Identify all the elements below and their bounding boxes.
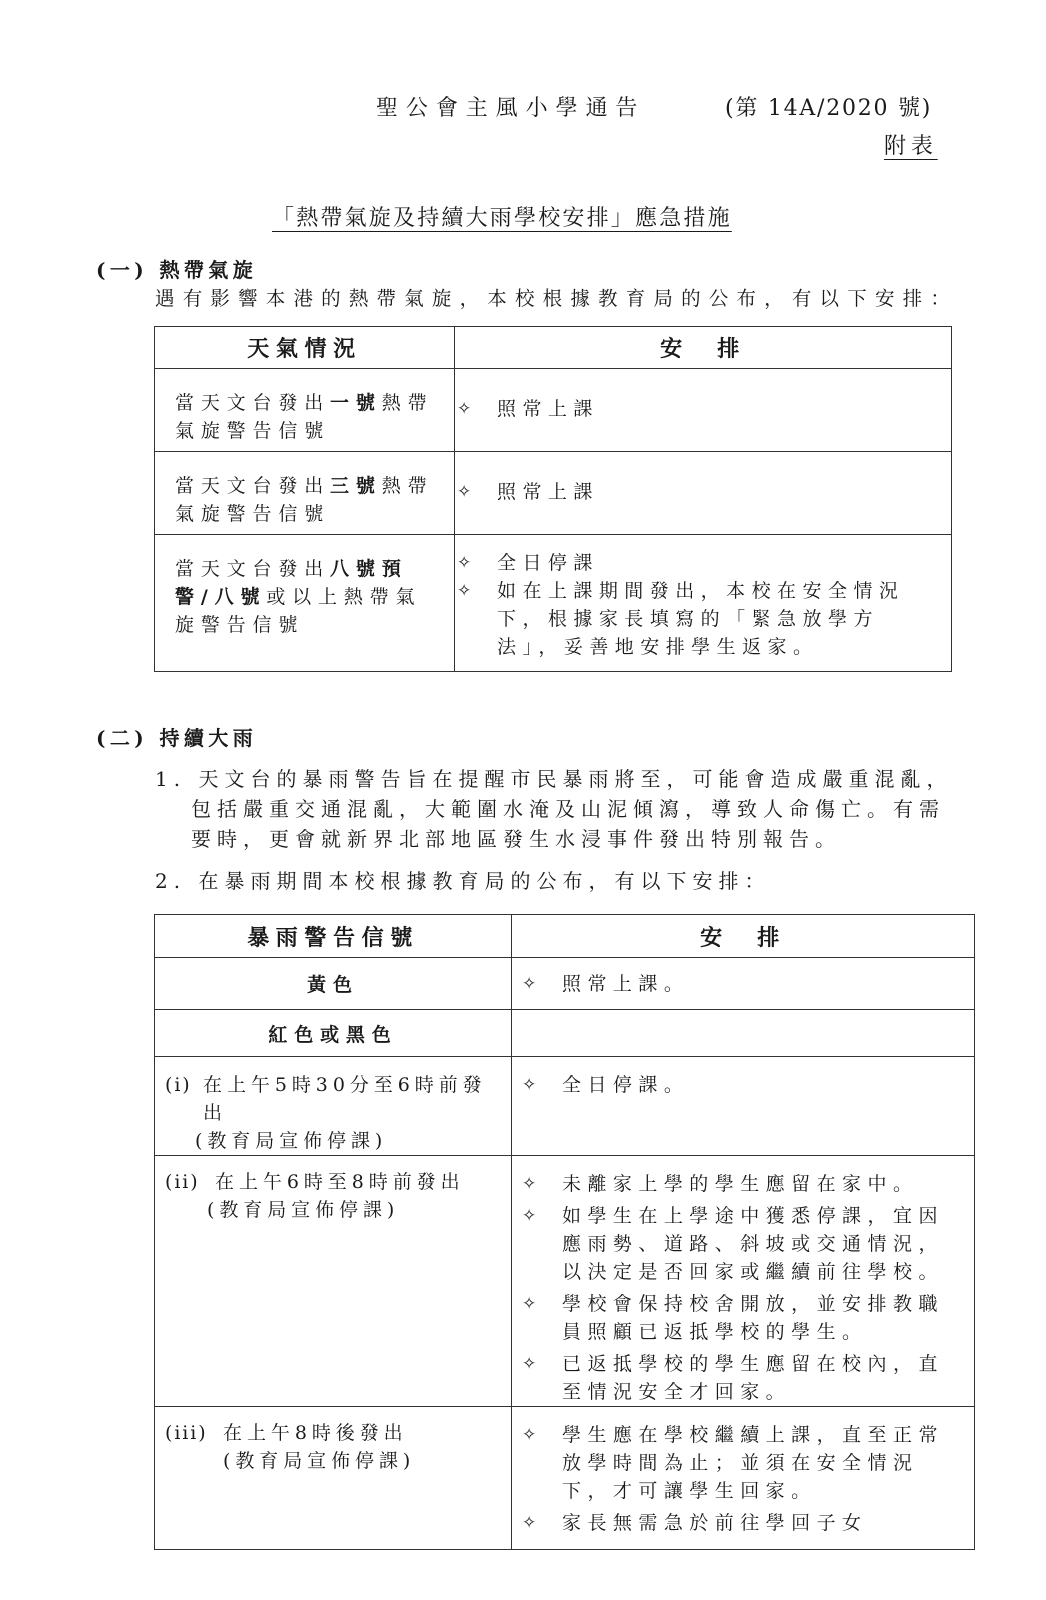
- table-row: [155, 452, 952, 535]
- section2-point1: 1. 天文台的暴雨警告旨在提醒市民暴雨將至，可能會造成嚴重混亂，包括嚴重交通混亂，大範圍水淹及山泥傾瀉，導致人命傷亡。有需要時，更會就新界北部地區發生水浸事件發出特別報告。: [155, 767, 953, 851]
- table-row: [155, 1057, 975, 1156]
- arrangement-item: ✧ 照常上課。: [522, 970, 964, 998]
- document-title: 「熱帶氣旋及持續大雨學校安排」應急措施: [272, 206, 732, 231]
- bullet-icon: ✧: [457, 553, 472, 573]
- rainstorm-table: [154, 914, 975, 1550]
- bullet-icon: ✧: [522, 1425, 537, 1445]
- arrangement-item: ✧ 如在上課期間發出，本校在安全情況下，根據家長填寫的「緊急放學方法」，妥善地安排學生返家。: [457, 577, 941, 661]
- bullet-icon: ✧: [457, 581, 472, 601]
- weather-condition: 當天文台發出八號預警/八號或以上熱帶氣旋警告信號: [175, 558, 422, 636]
- arrangement-item: ✧ 學校會保持校舍開放，並安排教職員照顧已返抵學校的學生。: [522, 1290, 964, 1346]
- table-row: [155, 1407, 975, 1550]
- bullet-icon: ✧: [522, 974, 537, 994]
- section1-intro: 遇有影響本港的熱帶氣旋，本校根據教育局的公布，有以下安排：: [155, 287, 959, 310]
- appendix-label: 附表: [884, 134, 938, 159]
- table-row: [155, 535, 952, 672]
- table-row: [155, 369, 952, 452]
- col-weather: 天氣情況: [155, 327, 455, 369]
- typhoon-table-header: [155, 327, 952, 369]
- col-arrangement: 安 排: [455, 327, 952, 369]
- bullet-icon: ✧: [522, 1174, 537, 1194]
- arrangement-item: ✧ 學生應在學校繼續上課，直至正常放學時間為止；並須在安全情況下，才可讓學生回家。: [522, 1421, 964, 1505]
- col-signal: 暴雨警告信號: [155, 915, 512, 958]
- arrangement-item: ✧ 家長無需急於前往學回子女: [522, 1509, 964, 1537]
- rainstorm-table-header: [155, 915, 975, 958]
- section1-heading: (一) 熱帶氣旋: [96, 258, 258, 282]
- arrangement-item: ✧ 全日停課。: [522, 1071, 964, 1099]
- col-arrangement: 安 排: [512, 915, 975, 958]
- signal-time: (i) 在上午5時30分至6時前發出 (教育局宣佈停課): [165, 1074, 487, 1152]
- arrangement-item: ✧ 未離家上學的學生應留在家中。: [522, 1170, 964, 1198]
- bullet-icon: ✧: [522, 1075, 537, 1095]
- bullet-icon: ✧: [457, 399, 472, 419]
- bullet-icon: ✧: [457, 482, 472, 502]
- notice-number: (第 14A/2020 號): [725, 96, 933, 121]
- bullet-icon: ✧: [522, 1206, 537, 1226]
- bullet-icon: ✧: [522, 1294, 537, 1314]
- signal-red-black: 紅色或黑色: [268, 1023, 398, 1046]
- arrangement-item: ✧ 照常上課: [457, 478, 941, 506]
- table-row: [155, 1156, 975, 1407]
- arrangement-item: ✧ 照常上課: [457, 395, 941, 423]
- table-row: [155, 1010, 975, 1057]
- bullet-icon: ✧: [522, 1513, 537, 1533]
- typhoon-table: [154, 326, 952, 672]
- section2-point2: 2. 在暴雨期間本校根據教育局的公布，有以下安排：: [155, 869, 771, 893]
- arrangement-item: ✧ 全日停課: [457, 549, 941, 577]
- table-row: [155, 958, 975, 1010]
- signal-yellow: 黃色: [307, 974, 359, 996]
- arrangement-item: ✧ 已返抵學校的學生應留在校內，直至情況安全才回家。: [522, 1350, 964, 1406]
- bullet-icon: ✧: [522, 1354, 537, 1374]
- arrangement-item: ✧ 如學生在上學途中獲悉停課，宜因應雨勢、道路、斜坡或交通情況，以決定是否回家或繼續前往學校。: [522, 1202, 964, 1286]
- school-notice-title: 聖公會主風小學通告: [376, 96, 646, 121]
- signal-time: (ii) 在上午6時至8時前發出 (教育局宣佈停課): [165, 1171, 465, 1221]
- section2-heading: (二) 持續大雨: [96, 726, 258, 750]
- signal-time: (iii) 在上午8時後發出 (教育局宣佈停課): [165, 1422, 416, 1472]
- weather-condition: 當天文台發出一號熱帶氣旋警告信號: [175, 392, 434, 442]
- weather-condition: 當天文台發出三號熱帶氣旋警告信號: [175, 475, 434, 525]
